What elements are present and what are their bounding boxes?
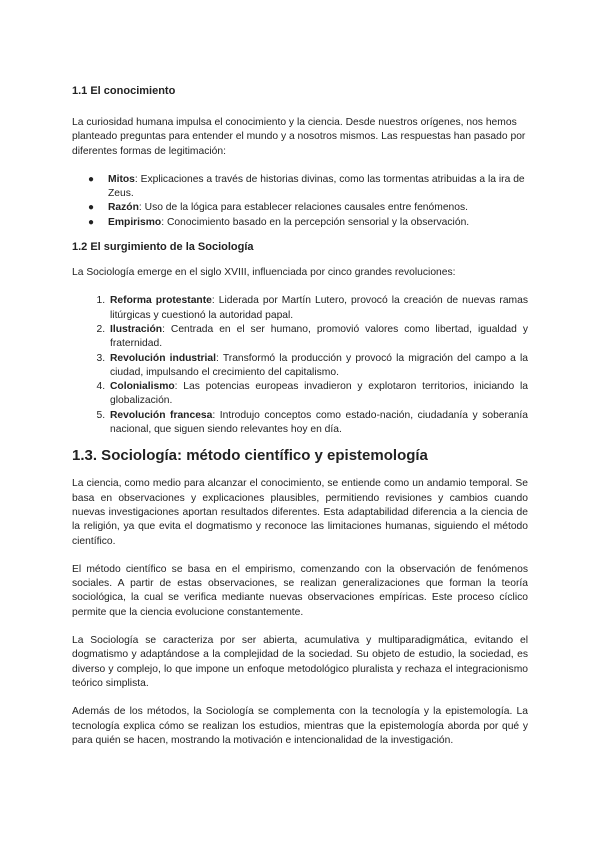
section-metodo: [72, 447, 528, 748]
bullet-icon: ●: [88, 202, 95, 214]
bullet-icon: ●: [88, 216, 95, 228]
section-intro: La curiosidad humana impulsa el conocimiento y la ciencia. Desde nuestros orígenes, nos hemos planteado preguntas para entender el mundo y a nosotros mismos. Las respuestas han pasado por diferentes formas de legitimación:: [72, 117, 526, 157]
list-item-term: Reforma protestante: [110, 295, 212, 307]
list-item: [88, 201, 528, 215]
section-surgimiento: [72, 240, 528, 437]
paragraph: Además de los métodos, la Sociología se complementa con la tecnología y la epistemología. La tecnología explica cómo se realizan los estudios, mientras que la epistemología aborda por qué y para quién se hacen, mostrando la motivación e intencionalidad de la investigación.: [72, 706, 528, 746]
list-item: [88, 173, 528, 202]
list-item-text: : Las potencias europeas invadieron y explotaron territorios, iniciando la globalización.: [110, 381, 528, 407]
document-page: [72, 84, 528, 762]
list-item-text: : Uso de la lógica para establecer relaciones causales entre fenómenos.: [138, 202, 469, 214]
list-item-text: : Centrada en el ser humano, promovió valores como libertad, igualdad y fraternidad.: [110, 323, 528, 350]
list-item: [88, 216, 528, 230]
list-item-term: Empirismo: [108, 216, 162, 228]
list-item-text: : Explicaciones a través de historias divinas, como las tormentas atribuidas a la ira de Zeus.: [108, 173, 525, 200]
paragraph: El método científico se basa en el empirismo, comenzando con la observación de fenómenos sociales. A partir de estas observaciones, se realizan generalizaciones que forman la teoría sociológica, la cual se verifica mediante nuevas observaciones empíricas. Este proceso cíclico permite que la ciencia evolucione constantemente.: [72, 563, 528, 618]
section-conocimiento: [72, 84, 528, 230]
paragraph: La Sociología se caracteriza por ser abierta, acumulativa y multiparadigmática, evitando el dogmatismo y adaptándose a la complejidad de la sociedad. Su objeto de estudio, la sociedad, es diverso y complejo, lo que impone un enfoque metodológico pluralista y rechaza el integracionismo teórico simplista.: [72, 635, 528, 689]
bullet-icon: ●: [88, 173, 95, 185]
section-heading: 1.1 El conocimiento: [72, 85, 176, 97]
numbered-list: [72, 294, 528, 437]
list-item: [108, 409, 528, 438]
list-item-term: Ilustración: [110, 323, 163, 335]
list-item: [108, 323, 528, 352]
section-intro: La Sociología emerge en el siglo XVIII, influenciada por cinco grandes revoluciones:: [72, 267, 456, 279]
list-item-text: : Liderada por Martín Lutero, provocó la creación de nuevas ramas litúrgicas y cuestionó la autoridad papal.: [110, 295, 529, 321]
section-heading: 1.3. Sociología: método científico y epistemología: [72, 447, 428, 465]
bullet-list: [72, 173, 528, 230]
list-item-term: Razón: [108, 202, 139, 214]
list-item-term: Mitos: [108, 173, 135, 185]
list-item-text: : Introdujo conceptos como estado-nación, ciudadanía y soberanía nacional, que siguen siendo relevantes hoy en día.: [110, 409, 528, 436]
section-heading: 1.2 El surgimiento de la Sociología: [72, 241, 254, 254]
list-item: [108, 294, 528, 323]
list-item: [108, 380, 528, 409]
list-item-text: : Conocimiento basado en la percepción sensorial y la observación.: [161, 216, 470, 228]
list-item-term: Colonialismo: [110, 381, 175, 393]
paragraph: La ciencia, como medio para alcanzar el conocimiento, se entiende como un andamio temporal. Se basa en observaciones y explicaciones plausibles, permitiendo revisiones y cambios cuando nuevas investigaciones aportan resultados diferentes. Esta adaptabilidad diferencia a la ciencia de la religión, ya que evita el dogmatismo y reconoce las limitaciones humanas, siguiendo el método científico.: [72, 478, 528, 547]
list-item-term: Revolución industrial: [110, 352, 217, 364]
list-item-term: Revolución francesa: [110, 409, 213, 421]
list-item: [108, 352, 528, 381]
list-item-text: : Transformó la producción y provocó la migración del campo a la ciudad, impulsando el crecimiento del capitalismo.: [110, 352, 529, 378]
